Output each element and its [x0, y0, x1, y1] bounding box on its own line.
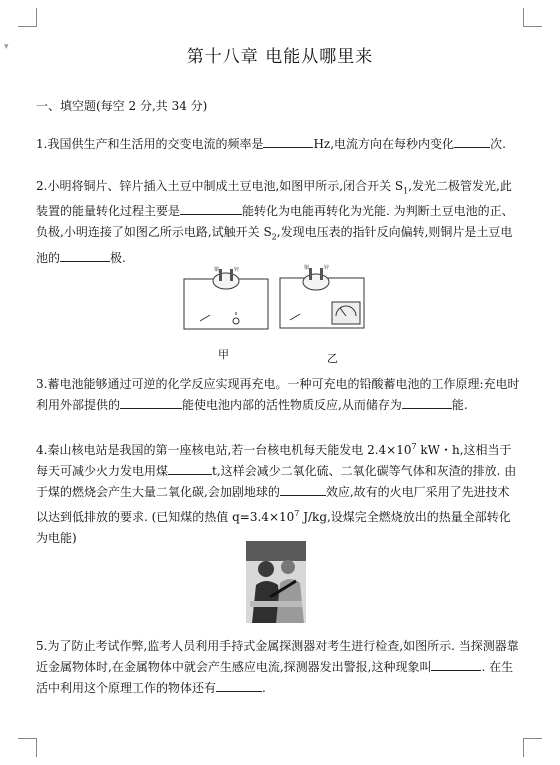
- answer-blank[interactable]: [216, 679, 262, 692]
- figure-label-jia: 甲: [218, 348, 229, 361]
- question-2: [36, 176, 520, 269]
- question-5: [36, 636, 520, 699]
- corner-mark-bottom-left: [18, 738, 37, 757]
- figure-potato-battery-circuit: [180, 265, 272, 333]
- superscript: 7: [411, 442, 417, 451]
- q3-text-b: 能使电池内部的活性物质反应,从而储存为: [182, 398, 402, 412]
- figure-voltmeter-circuit: [276, 260, 372, 334]
- svg-text:铜: 铜: [304, 265, 310, 271]
- q3-text-c: 能.: [451, 398, 468, 412]
- corner-mark-top-left: [18, 8, 37, 27]
- q4-text-a: 4.秦山核电站是我国的第一座核电站,若一台核电机每天能发电 2.4×10: [36, 443, 412, 457]
- superscript: 7: [294, 509, 300, 518]
- q4-text-e: J/kg,设煤完全燃烧放出的热量全部转化为电能): [36, 510, 511, 545]
- subscript: 1: [403, 186, 409, 196]
- q2-text-d: ,发现电压表的指针反向偏转,则铜片是土豆电池的: [36, 225, 513, 265]
- q1-text-c: 次.: [490, 137, 506, 151]
- collapse-arrow-icon[interactable]: ▾: [4, 42, 9, 52]
- subscript: 2: [271, 232, 277, 242]
- photo-metal-detector-inspection: [246, 541, 306, 623]
- q4-text-c: t,这样会减少二氧化硫、二氧化碳等气体和灰渣的排放. 由于煤的燃烧会产生大量二氧化碳,会加剧地球的: [36, 464, 517, 499]
- figure-label-yi: 乙: [327, 352, 338, 365]
- question-3: [36, 374, 520, 416]
- q4-text-b: kW・h,这相当于每天可减少火力发电用煤: [36, 443, 512, 478]
- answer-blank[interactable]: [431, 658, 481, 671]
- corner-mark-bottom-right: [523, 738, 542, 757]
- answer-blank[interactable]: [263, 135, 313, 148]
- q2-text-a: 2.小明将铜片、锌片插入土豆中制成土豆电池,如图甲所示,闭合开关 S: [36, 179, 404, 193]
- section-heading: 一、填空题(每空 2 分,共 34 分): [36, 99, 208, 113]
- page-title: 第十八章 电能从哪里来: [186, 47, 374, 67]
- q3-text-a: 3.蓄电池能够通过可逆的化学反应实现再充电。一种可充电的铅酸蓄电池的工作原理:充电时利用外部提供的: [36, 377, 520, 412]
- answer-blank[interactable]: [402, 396, 452, 409]
- svg-text:铜: 铜: [214, 267, 220, 273]
- answer-blank[interactable]: [120, 396, 182, 409]
- q2-text-e: 极.: [110, 250, 126, 265]
- q2-text-c: 能转化为电能再转化为光能. 为判断土豆电池的正、负极,小明连接了如图乙所示电路,试触开关 S: [36, 204, 514, 240]
- answer-blank[interactable]: [180, 202, 242, 215]
- question-4: [36, 436, 520, 549]
- answer-blank[interactable]: [168, 462, 212, 475]
- q5-text-a: 5.为了防止考试作弊,监考人员利用手持式金属探测器对考生进行检查,如图所示. 当探测器靠近金属物体时,在金属物体中就会产生感应电流,探测器发出警报,这种现象叫: [36, 639, 519, 674]
- svg-text:锌: 锌: [324, 265, 330, 271]
- q1-text-a: 1.我国供生产和生活用的交变电流的频率是: [36, 137, 264, 151]
- q4-text-d: 效应,故有的火电厂采用了先进技术以达到低排放的要求. (已知煤的热值 q=3.4×10: [36, 485, 510, 524]
- question-1: [36, 134, 520, 155]
- answer-blank[interactable]: [280, 483, 326, 496]
- q2-text-b: ,发光二极管发光,此装置的能量转化过程主要是: [36, 179, 512, 219]
- answer-blank[interactable]: [60, 249, 110, 262]
- corner-mark-top-right: [523, 8, 542, 27]
- svg-text:锌: 锌: [234, 267, 240, 273]
- answer-blank[interactable]: [454, 135, 490, 148]
- q1-text-b: Hz,电流方向在每秒内变化: [313, 137, 455, 151]
- q5-text-c: .: [262, 681, 266, 695]
- q5-text-b: . 在生活中利用这个原理工作的物体还有: [36, 660, 514, 695]
